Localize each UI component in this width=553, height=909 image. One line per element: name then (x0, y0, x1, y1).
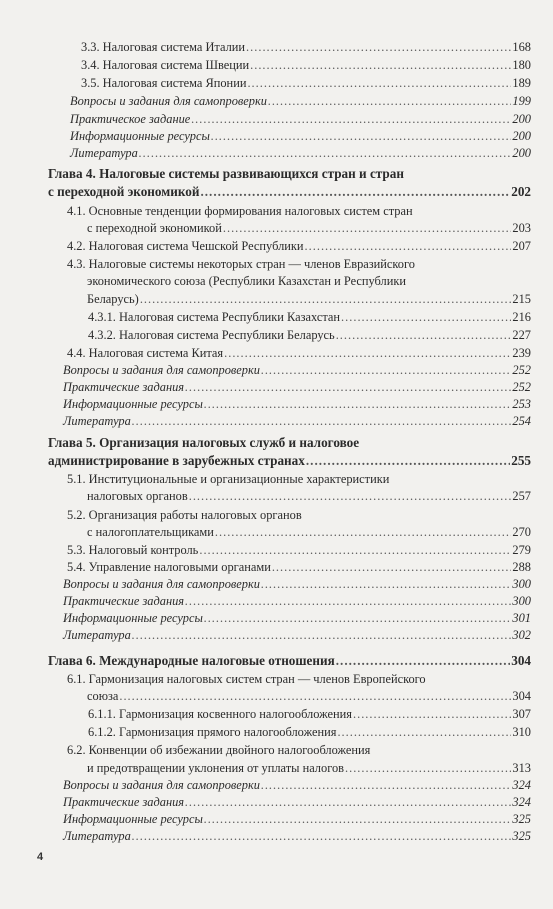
dot-leader (215, 524, 512, 540)
dot-leader (353, 706, 511, 722)
toc-entry[interactable] (87, 688, 531, 704)
toc-page-number: 227 (512, 328, 531, 342)
toc-page-number: 325 (512, 829, 531, 843)
toc-entry-title: 4.3.2. Налоговая система Республики Беларусь (88, 328, 335, 342)
dot-leader (345, 760, 511, 776)
dot-leader (119, 688, 511, 704)
toc-entry-title: Литература (63, 829, 131, 843)
dot-leader (139, 145, 512, 161)
toc-entry[interactable] (81, 39, 531, 55)
toc-chapter-title: Глава 5. Организация налоговых служб и налоговое (48, 435, 360, 450)
toc-page-number: 253 (512, 397, 531, 411)
toc-page-number: 307 (512, 707, 531, 721)
toc-entry-text: 6.1. Гармонизация налоговых систем стран — членов Европейского (67, 672, 426, 686)
toc-entry-title: Практические задания (63, 380, 185, 394)
toc-entry-text: 5.1. Институциональные и организационные характеристики (67, 472, 390, 486)
toc-entry[interactable] (67, 559, 531, 575)
toc-entry-title: с переходной экономикой (48, 184, 200, 199)
toc-page-number: 199 (512, 94, 531, 108)
toc-entry-title: Глава 6. Международные налоговые отношения (48, 653, 335, 668)
dot-leader (185, 379, 511, 395)
toc-entry-title: 4.2. Налоговая система Чешской Республики (67, 239, 304, 253)
toc-entry-title: Информационные ресурсы (70, 129, 210, 143)
toc-page-number: 310 (512, 725, 531, 739)
toc-chapter-entry[interactable] (48, 184, 531, 200)
toc-entry-title: Литература (63, 414, 131, 428)
toc-entry-title: 5.3. Налоговый контроль (67, 543, 199, 557)
toc-page-number: 200 (512, 146, 531, 160)
toc-entry[interactable] (88, 706, 531, 722)
dot-leader (204, 396, 512, 412)
toc-entry-title: 4.3.1. Налоговая система Республики Казахстан (88, 310, 341, 324)
dot-leader (132, 627, 512, 643)
toc-entry-text: 5.2. Организация работы налоговых органов (67, 508, 302, 522)
toc-entry-text: 4.1. Основные тенденции формирования налоговых систем стран (67, 204, 413, 218)
toc-entry[interactable] (63, 610, 531, 626)
toc-entry-title: Вопросы и задания для самопроверки (63, 577, 260, 591)
toc-page-number: 279 (512, 543, 531, 557)
toc-entry[interactable] (63, 627, 531, 643)
dot-leader (261, 576, 511, 592)
toc-entry-text: 4.3. Налоговые системы некоторых стран — членов Евразийского (67, 257, 415, 271)
toc-entry-title: 5.4. Управление налоговыми органами (67, 560, 271, 574)
toc-entry[interactable] (88, 724, 531, 740)
toc-entry[interactable] (63, 777, 531, 793)
toc-entry[interactable] (70, 145, 531, 161)
toc-entry[interactable] (63, 379, 531, 395)
toc-entry-title: Практическое задание (70, 112, 191, 126)
dot-leader (140, 291, 512, 307)
toc-entry-title: Литература (63, 628, 131, 642)
toc-entry-title: 6.1.1. Гармонизация косвенного налогообложения (88, 707, 352, 721)
dot-leader (250, 57, 511, 73)
dot-leader (246, 39, 511, 55)
toc-chapter-entry[interactable] (48, 653, 531, 669)
toc-entry-text: экономического союза (Республики Казахстан и Республики (87, 274, 406, 288)
toc-entry-title: 3.5. Налоговая система Японии (81, 76, 247, 90)
toc-entry-title: 3.3. Налоговая система Италии (81, 40, 246, 54)
toc-entry-title: и предотвращении уклонения от уплаты налогов (87, 761, 345, 775)
dot-leader (261, 777, 511, 793)
toc-entry-title: 3.4. Налоговая система Швеции (81, 58, 250, 72)
toc-entry-title: 6.1.2. Гармонизация прямого налогообложения (88, 725, 337, 739)
toc-entry[interactable] (70, 128, 531, 144)
toc-entry-title: 4.4. Налоговая система Китая (67, 346, 224, 360)
dot-leader (224, 345, 511, 361)
toc-page-number: 304 (511, 653, 531, 668)
toc-entry-title: администрирование в зарубежных странах (48, 453, 305, 468)
dot-leader (223, 220, 512, 236)
toc-entry[interactable] (63, 413, 531, 429)
dot-leader (204, 610, 512, 626)
toc-page-number: 252 (512, 363, 531, 377)
dot-leader (336, 653, 511, 669)
toc-page-number: 216 (512, 310, 531, 324)
toc-entry[interactable] (87, 524, 531, 540)
toc-entry[interactable] (87, 760, 531, 776)
toc-entry[interactable] (88, 327, 531, 343)
toc-entry[interactable] (81, 75, 531, 91)
toc-entry-title: с налогоплательщиками (87, 525, 214, 539)
toc-page-number: 254 (512, 414, 531, 428)
dot-leader (272, 559, 512, 575)
dot-leader (306, 453, 510, 469)
dot-leader (261, 362, 511, 378)
toc-page-number: 189 (512, 76, 531, 90)
toc-entry[interactable] (67, 542, 531, 558)
toc-entry-title: Информационные ресурсы (63, 611, 203, 625)
toc-page-number: 207 (512, 239, 531, 253)
toc-entry-title: Вопросы и задания для самопроверки (63, 778, 260, 792)
dot-leader (200, 184, 510, 200)
dot-leader (185, 794, 511, 810)
dot-leader (337, 724, 511, 740)
dot-leader (211, 128, 512, 144)
toc-entry[interactable] (70, 93, 531, 109)
toc-entry[interactable] (63, 794, 531, 810)
toc-page-number: 215 (512, 292, 531, 306)
toc-entry-title: налоговых органов (87, 489, 188, 503)
toc-entry[interactable] (63, 576, 531, 592)
toc-entry-title: Информационные ресурсы (63, 397, 203, 411)
toc-page-number: 324 (512, 795, 531, 809)
toc-page-number: 313 (512, 761, 531, 775)
dot-leader (247, 75, 511, 91)
dot-leader (204, 811, 512, 827)
dot-leader (132, 413, 512, 429)
toc-entry-title: Информационные ресурсы (63, 812, 203, 826)
toc-entry[interactable] (87, 220, 531, 236)
toc-chapter-title: Глава 4. Налоговые системы развивающихся стран и стран (48, 166, 404, 181)
toc-page-number: 203 (512, 221, 531, 235)
toc-entry-title: с переходной экономикой (87, 221, 222, 235)
toc-page-number: 168 (512, 40, 531, 54)
toc-entry-title: Практические задания (63, 795, 185, 809)
toc-entry-text: 6.2. Конвенции об избежании двойного налогообложения (67, 743, 371, 757)
dot-leader (336, 327, 512, 343)
toc-page-number: 288 (512, 560, 531, 574)
dot-leader (185, 593, 511, 609)
dot-leader (189, 488, 512, 504)
toc-page-number: 325 (512, 812, 531, 826)
toc-entry-title: Вопросы и задания для самопроверки (63, 363, 260, 377)
toc-entry[interactable] (67, 238, 531, 254)
toc-page-number: 239 (512, 346, 531, 360)
dot-leader (191, 111, 511, 127)
toc-page-number: 257 (512, 489, 531, 503)
toc-page-number: 255 (511, 453, 531, 468)
toc-page-number: 270 (512, 525, 531, 539)
toc-entry-title: Беларусь) (87, 292, 139, 306)
toc-entry[interactable] (87, 291, 531, 307)
toc-entry[interactable] (63, 828, 531, 844)
toc-entry[interactable] (63, 362, 531, 378)
page-number: 4 (37, 851, 44, 863)
toc-entry-title: Литература (70, 146, 138, 160)
toc-page-number: 300 (512, 594, 531, 608)
toc-entry[interactable] (63, 811, 531, 827)
toc-page-number: 202 (511, 184, 531, 199)
toc-page-number: 180 (512, 58, 531, 72)
dot-leader (341, 309, 511, 325)
toc-entry-title: Практические задания (63, 594, 185, 608)
dot-leader (199, 542, 511, 558)
toc-page-number: 324 (512, 778, 531, 792)
toc-page-number: 301 (512, 611, 531, 625)
toc-entry[interactable] (70, 111, 531, 127)
toc-page-number: 300 (512, 577, 531, 591)
toc-entry-title: союза (87, 689, 119, 703)
toc-entry[interactable] (88, 309, 531, 325)
dot-leader (305, 238, 512, 254)
toc-page-number: 302 (512, 628, 531, 642)
toc-chapter-entry[interactable] (48, 453, 531, 469)
toc-entry-title: Вопросы и задания для самопроверки (70, 94, 267, 108)
toc-page-number: 200 (512, 112, 531, 126)
toc-entry[interactable] (67, 345, 531, 361)
toc-entry[interactable] (81, 57, 531, 73)
dot-leader (268, 93, 511, 109)
toc-entry[interactable] (63, 396, 531, 412)
toc-entry[interactable] (63, 593, 531, 609)
toc-page-number: 304 (512, 689, 531, 703)
toc-entry[interactable] (87, 488, 531, 504)
dot-leader (132, 828, 512, 844)
toc-page-number: 252 (512, 380, 531, 394)
toc-page-number: 200 (512, 129, 531, 143)
